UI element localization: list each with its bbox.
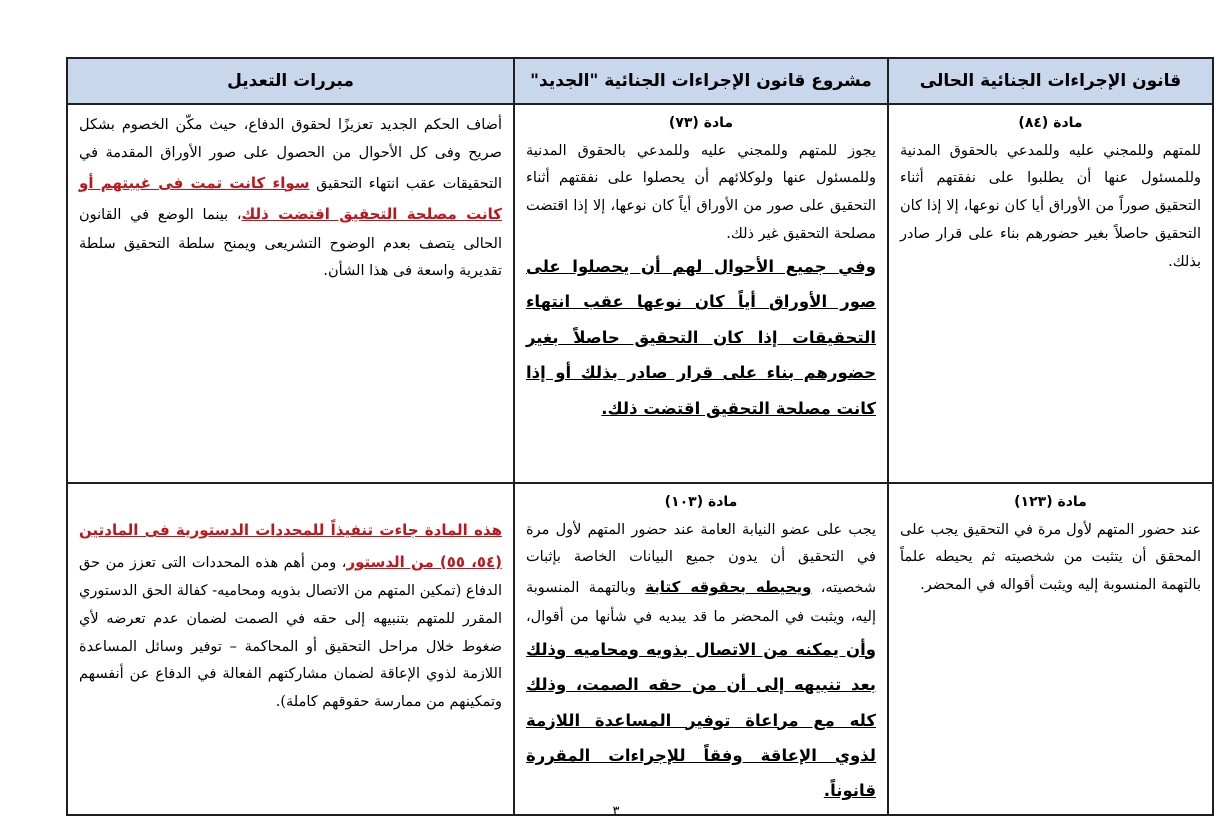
article-text: يجوز للمتهم وللمجني عليه وللمدعي بالحقوق المدنية وللمسئول عنها ولوكلائهم أن يحصلوا على نفقتهم أثناء التحقيق على صور من الأوراق أياً كان نوعها، إلا إذا اقتضت مصلحة التحقيق غير ذلك. (526, 142, 876, 243)
article-text-part2: وبالتهمة المنسوبة إليه، ويثبت في المحضر ما قد يبديه في شأنها من أقوال، (526, 580, 876, 625)
article-text: للمتهم وللمجني عليه وللمدعي بالحقوق المدنية وللمسئول عنها أن يطلبوا على نفقتهم أثناء التحقيق صوراً من الأوراق أيا كان نوعها، إلا إذا كان التحقيق حاصلاً بغير حضورهم بناء على قرار صادر بذلك. (900, 142, 1201, 270)
highlighted-constitution-articles: (٥٤، ٥٥) من الدستور (346, 552, 503, 571)
justification-text-before: أضاف الحكم الجديد تعزيزًا لحقوق الدفاع، حيث مكّن الخصوم بشكل صريح وفى كل الأحوال من الحصول على صور الأوراق المقدمة في التحقيقات عقب انتهاء التحقيق (79, 117, 502, 192)
justification-text (79, 515, 502, 717)
justification-text-body: ، ومن أهم هذه المحددات التى تعزز من حق الدفاع (تمكين المتهم من الاتصال بذويه ومحاميه- كفالة الحق الدستوري المقرر للمتهم بتنبيهه إلى حقه في الصمت لضمان عدم تعرضه لأي ضغوط خلال مراحل التحقيق أو المحاكمة – توفير وسائل المساعدة اللازمة لذوي الإعاقة لضمان مشاركتهم الفعالة في الدفاع عن أنفسهم وتمكينهم من ممارسة حقوقهم كاملة). (79, 554, 502, 711)
highlighted-justification-title: هذه المادة جاءت تنفيذاً للمحددات الدستورية فى المادتين (79, 521, 502, 539)
article-number: مادة (٧٣) (668, 115, 734, 131)
article-number: مادة (١٠٣) (664, 494, 738, 510)
header-new-draft: مشروع قانون الإجراءات الجنائية "الجديد" (514, 58, 888, 104)
article-number: مادة (١٢٣) (1014, 494, 1087, 510)
table-row (67, 104, 1213, 483)
header-justification: مبررات التعديل (67, 58, 514, 104)
article-text-part1: يجب على عضو النيابة العامة عند حضور المتهم لأول مرة في التحقيق أن يدون جميع البيانات الخاصة بإثبات شخصيته، (526, 521, 877, 597)
row1-current-cell (888, 104, 1213, 483)
header-row (67, 58, 1213, 104)
justification-text (79, 112, 502, 286)
comparison-table (66, 57, 1214, 816)
article-number: مادة (٨٤) (1018, 115, 1083, 131)
article-text (526, 517, 876, 809)
table-row (67, 483, 1213, 815)
highlighted-amendment: ويحيطه بحقوقه كتابة (645, 578, 812, 597)
article-text: عند حضور المتهم لأول مرة في التحقيق يجب على المحقق أن يتثبت من شخصيته ثم يحيطه علماً بالتهمة المنسوبة إليه ويثبت أقواله في المحضر. (900, 521, 1201, 594)
justification-text-after: ، بينما الوضع في القانون الحالى يتصف بعدم الوضوح التشريعى ويمنح سلطة التحقيق سلطة تقديرية واسعة فى هذا الشأن. (79, 207, 502, 280)
page-number: ٣ (612, 804, 620, 819)
highlighted-amendment: وفي جميع الأحوال لهم أن يحصلوا على صور الأوراق أياً كان نوعها عقب انتهاء التحقيقات إذا كان التحقيق حاصلاً بغير حضورهم بناء على قرار صادر بذلك أو إذا كانت مصلحة التحقيق اقتضت ذلك. (526, 256, 876, 418)
row1-draft-cell (514, 104, 888, 483)
row2-justification-cell (67, 483, 514, 815)
row1-justification-cell (67, 104, 514, 483)
row2-draft-cell (514, 483, 888, 815)
header-current-law: قانون الإجراءات الجنائية الحالى (888, 58, 1213, 104)
highlighted-justification: سواء كانت تمت فى غيبتهم أو كانت مصلحة التحقيق اقتضت ذلك (79, 173, 503, 224)
row2-current-cell (888, 483, 1213, 815)
highlighted-amendment: وأن يمكنه من الاتصال بذويه ومحاميه وذلك بعد تنبيهه إلى أن من حقه الصمت، وذلك كله مع مراعاة توفير المساعدة اللازمة لذوي الإعاقة وفقاً للإجراءات المقررة قانوناً. (526, 639, 876, 801)
